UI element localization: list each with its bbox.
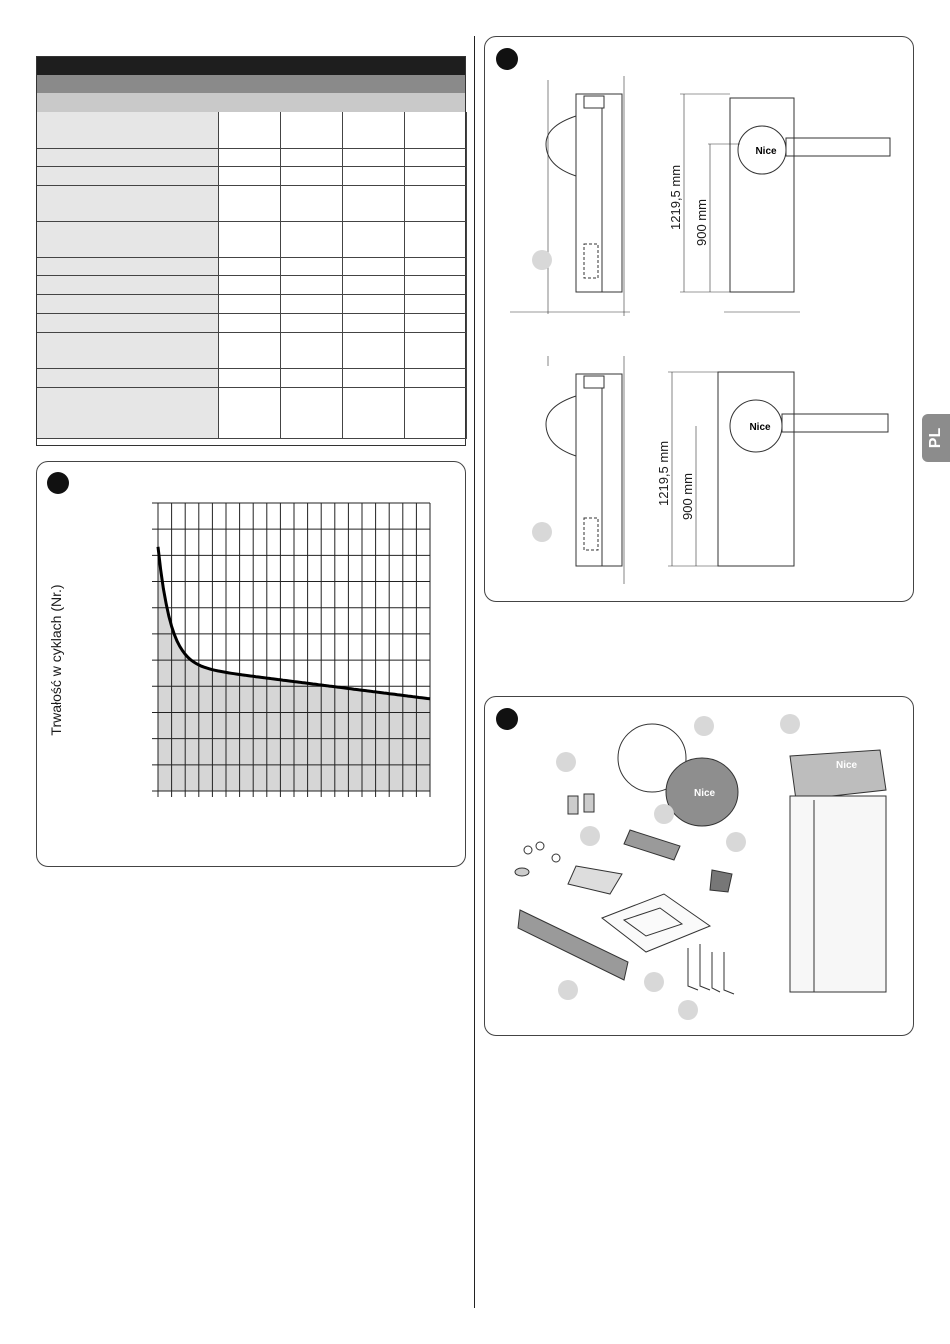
part-bracket — [568, 796, 578, 814]
screws-bag — [568, 866, 622, 894]
table-value-cell — [219, 388, 281, 439]
language-tab-label: PL — [927, 427, 944, 449]
table-value-cell — [343, 186, 405, 222]
table-value-cell — [343, 295, 405, 314]
table-value-cell — [281, 167, 343, 186]
dimensions-drawing — [484, 36, 914, 602]
table-value-cell — [219, 258, 281, 276]
table-value-cell — [281, 149, 343, 167]
table-value-cell — [219, 186, 281, 222]
part-bracket — [584, 794, 594, 812]
callout-circle — [532, 522, 552, 542]
anchor-plate — [602, 894, 710, 952]
table-row-label-cell — [37, 186, 219, 222]
column-divider — [474, 36, 475, 1308]
table-value-cell — [405, 186, 467, 222]
table-value-cell — [281, 314, 343, 333]
barrier-front-view-bottom — [718, 372, 794, 566]
table-row-label-cell — [37, 149, 219, 167]
technical-spec-table — [36, 56, 466, 446]
table-value-cell — [343, 333, 405, 369]
language-tab — [922, 414, 950, 462]
table-row-label-cell — [37, 167, 219, 186]
dimension-label-total-top: 1219,5 mm — [668, 164, 683, 230]
barrier-side-view-bottom — [576, 374, 622, 566]
table-value-cell — [219, 149, 281, 167]
table-value-cell — [343, 112, 405, 149]
table-value-cell — [343, 258, 405, 276]
table-row-label-cell — [37, 112, 219, 149]
table-row-label-cell — [37, 314, 219, 333]
table-value-cell — [343, 314, 405, 333]
barrier-front-view-top — [730, 98, 794, 292]
durability-y-axis-label: Trwałość w cyklach (Nr.) — [48, 584, 64, 736]
table-value-cell — [281, 222, 343, 258]
dimension-label-axis-top: 900 mm — [694, 199, 709, 246]
table-row-label-cell — [37, 295, 219, 314]
cabinet-cover — [790, 750, 886, 800]
cabinet-logo: Nice — [836, 760, 858, 771]
table-value-cell — [219, 167, 281, 186]
table-row-label-cell — [37, 276, 219, 295]
table-value-cell — [343, 369, 405, 388]
table-row-label-cell — [37, 222, 219, 258]
motor-cover-logo: Nice — [694, 788, 716, 799]
table-value-cell — [405, 369, 467, 388]
barrier-cabinet — [790, 796, 886, 992]
table-value-cell — [343, 167, 405, 186]
table-value-cell — [281, 369, 343, 388]
durability-chart — [140, 495, 440, 805]
table-value-cell — [219, 112, 281, 149]
table-value-cell — [343, 276, 405, 295]
table-value-cell — [343, 149, 405, 167]
table-value-cell — [281, 112, 343, 149]
dimension-label-axis-bottom: 900 mm — [680, 473, 695, 520]
barrier-side-view-top — [576, 94, 622, 292]
table-row-label-cell — [37, 388, 219, 439]
table-header-light — [37, 93, 465, 112]
table-value-cell — [219, 222, 281, 258]
figure-number-badge — [47, 472, 69, 494]
table-value-cell — [405, 388, 467, 439]
package-contents-drawing — [484, 696, 914, 1036]
callout-circle — [532, 250, 552, 270]
table-value-cell — [405, 167, 467, 186]
table-value-cell — [405, 276, 467, 295]
table-value-cell — [281, 333, 343, 369]
short-rail — [624, 830, 680, 860]
dimension-label-total-bottom: 1219,5 mm — [656, 440, 671, 506]
table-value-cell — [281, 258, 343, 276]
table-row-label-cell — [37, 258, 219, 276]
table-value-cell — [219, 369, 281, 388]
table-value-cell — [343, 222, 405, 258]
table-value-cell — [219, 295, 281, 314]
table-value-cell — [405, 112, 467, 149]
table-value-cell — [405, 222, 467, 258]
part-lock — [710, 870, 732, 892]
table-header-mid — [37, 75, 465, 93]
table-header-dark — [37, 57, 465, 75]
barrier-logo-bottom: Nice — [749, 422, 771, 433]
table-value-cell — [281, 388, 343, 439]
table-value-cell — [343, 388, 405, 439]
table-value-cell — [219, 276, 281, 295]
allen-keys — [688, 944, 734, 994]
table-value-cell — [219, 314, 281, 333]
barrier-logo-top: Nice — [755, 146, 777, 157]
table-value-cell — [405, 149, 467, 167]
table-value-cell — [405, 258, 467, 276]
table-row-label-cell — [37, 369, 219, 388]
table-value-cell — [281, 186, 343, 222]
table-value-cell — [219, 333, 281, 369]
table-value-cell — [405, 333, 467, 369]
table-row-label-cell — [37, 333, 219, 369]
table-value-cell — [405, 314, 467, 333]
table-value-cell — [405, 295, 467, 314]
table-value-cell — [281, 295, 343, 314]
table-value-cell — [281, 276, 343, 295]
